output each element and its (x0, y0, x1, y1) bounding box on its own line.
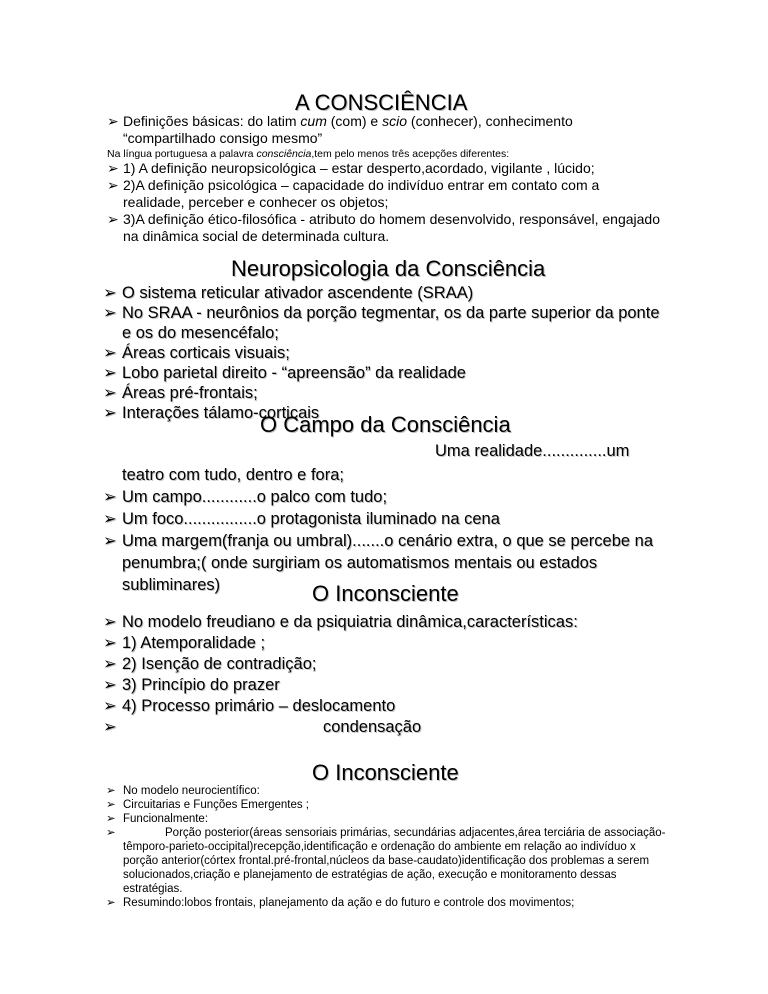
list-item-continuation: penumbra;( onde surgiriam os automatismos mentais ou estados (122, 554, 598, 572)
bullet-arrow-icon: ➢ (103, 718, 117, 736)
bullet-arrow-icon: ➢ (106, 799, 116, 811)
definition-text: Definições básicas: do latim (123, 113, 301, 129)
definition-cum: cum (300, 113, 327, 129)
bullet-arrow-icon: ➢ (106, 785, 116, 797)
bullet-arrow-icon: ➢ (103, 697, 117, 715)
bullet-arrow-icon: ➢ (103, 655, 117, 673)
bullet-arrow-icon: ➢ (103, 344, 117, 362)
list-item: Áreas pré-frontais; (122, 384, 258, 402)
list-item: Porção posterior(áreas sensoriais primárias, secundárias adjacentes,área terciária de associação- (165, 827, 666, 839)
list-item: 1) Atemporalidade ; (122, 634, 266, 652)
list-item: Funcionalmente: (123, 813, 209, 825)
bullet-arrow-icon: ➢ (107, 211, 119, 227)
list-item: Circuitarias e Funções Emergentes ; (123, 799, 309, 811)
list-item-continuation: solucionados,criação e planejamento de estratégias de ação, execução e monitoramento dessas (123, 869, 617, 881)
list-item: 3)A definição ético-filosófica - atributo do homem desenvolvido, responsável, engajado (123, 211, 660, 227)
bullet-arrow-icon: ➢ (103, 304, 117, 322)
list-item-continuation: realidade, perceber e conhecer os objetos; (123, 194, 389, 210)
list-item: Áreas corticais visuais; (122, 344, 290, 362)
list-item-continuation: subliminares) (122, 576, 221, 594)
note-term: consciência (256, 148, 312, 160)
definition-text: (conhecer), conhecimento (407, 113, 573, 129)
definition-text: (com) e (326, 113, 383, 129)
list-item: Interações tálamo-corticais (122, 404, 320, 422)
bullet-arrow-icon: ➢ (103, 384, 117, 402)
list-item: 2) Isenção de contradição; (122, 655, 317, 673)
list-item: No SRAA - neurônios da porção tegmentar, os da parte superior da ponte (122, 304, 660, 322)
bullet-arrow-icon: ➢ (106, 813, 116, 825)
list-item: condensação (323, 718, 422, 736)
list-item: Um foco................o protagonista iluminado na cena (122, 510, 500, 528)
bullet-arrow-icon: ➢ (103, 676, 117, 694)
bullet-arrow-icon: ➢ (103, 613, 117, 631)
bullet-arrow-icon: ➢ (106, 827, 116, 839)
definition-line (123, 113, 573, 130)
list-item-continuation: porção anterior(córtex frontal.pré-frontal,núcleos da base-caudato)identificação dos problemas a serem (123, 855, 650, 867)
list-item: Lobo parietal direito - “apreensão” da realidade (122, 364, 466, 382)
list-item: Um campo............o palco com tudo; (122, 488, 388, 506)
list-item: 4) Processo primário – deslocamento (122, 697, 396, 715)
bullet-arrow-icon: ➢ (103, 284, 117, 302)
bullet-arrow-icon: ➢ (103, 404, 117, 422)
bullet-arrow-icon: ➢ (107, 177, 119, 193)
list-item: Resumindo:lobos frontais, planejamento da ação e do futuro e controle dos movimentos; (123, 897, 575, 909)
list-item: No modelo freudiano e da psiquiatria dinâmica,características: (122, 613, 578, 631)
section-title-consciencia: A CONSCIÊNCIA (295, 90, 468, 115)
definition-scio: scio (382, 113, 408, 129)
list-item: 2)A definição psicológica – capacidade do indivíduo entrar em contato com a (123, 177, 600, 193)
bullet-arrow-icon: ➢ (106, 897, 116, 909)
section-title-campo: O Campo da Consciência (260, 412, 511, 437)
note-text: ,tem pelo menos três acepções diferentes: (311, 148, 510, 160)
bullet-arrow-icon: ➢ (107, 160, 119, 176)
bullet-arrow-icon: ➢ (103, 488, 117, 506)
list-item-continuation: estratégias. (123, 883, 183, 895)
list-item-continuation: têmporo-parieto-occipital)recepção,identificação e ordenação do ambiente em relação ao indivíduo x (123, 841, 636, 853)
list-item: O sistema reticular ativador ascendente (SRAA) (122, 284, 474, 302)
list-item-continuation: e os do mesencéfalo; (122, 324, 279, 342)
list-item: 3) Princípio do prazer (122, 676, 280, 694)
bullet-arrow-icon: ➢ (103, 532, 117, 550)
list-item-continuation: na dinâmica social de determinada cultura. (123, 228, 390, 244)
note-text: Na língua portuguesa a palavra (107, 148, 257, 160)
intro-line: Uma realidade..............um (435, 442, 630, 460)
bullet-arrow-icon: ➢ (107, 113, 119, 129)
bullet-arrow-icon: ➢ (103, 634, 117, 652)
definition-line-2: “compartilhado consigo mesmo” (123, 130, 323, 146)
intro-line-2: teatro com tudo, dentro e fora; (122, 466, 344, 484)
list-item: 1) A definição neuropsicológica – estar desperto,acordado, vigilante , lúcido; (123, 160, 595, 176)
list-item: No modelo neurocientífico: (123, 785, 260, 797)
bullet-arrow-icon: ➢ (103, 364, 117, 382)
section-title-neuropsicologia: Neuropsicologia da Consciência (231, 256, 546, 281)
section-title-inconsciente: O Inconsciente (312, 581, 459, 606)
list-item: Uma margem(franja ou umbral).......o cenário extra, o que se percebe na (122, 532, 654, 550)
bullet-arrow-icon: ➢ (103, 510, 117, 528)
section-title-inconsciente-2: O Inconsciente (312, 760, 459, 785)
